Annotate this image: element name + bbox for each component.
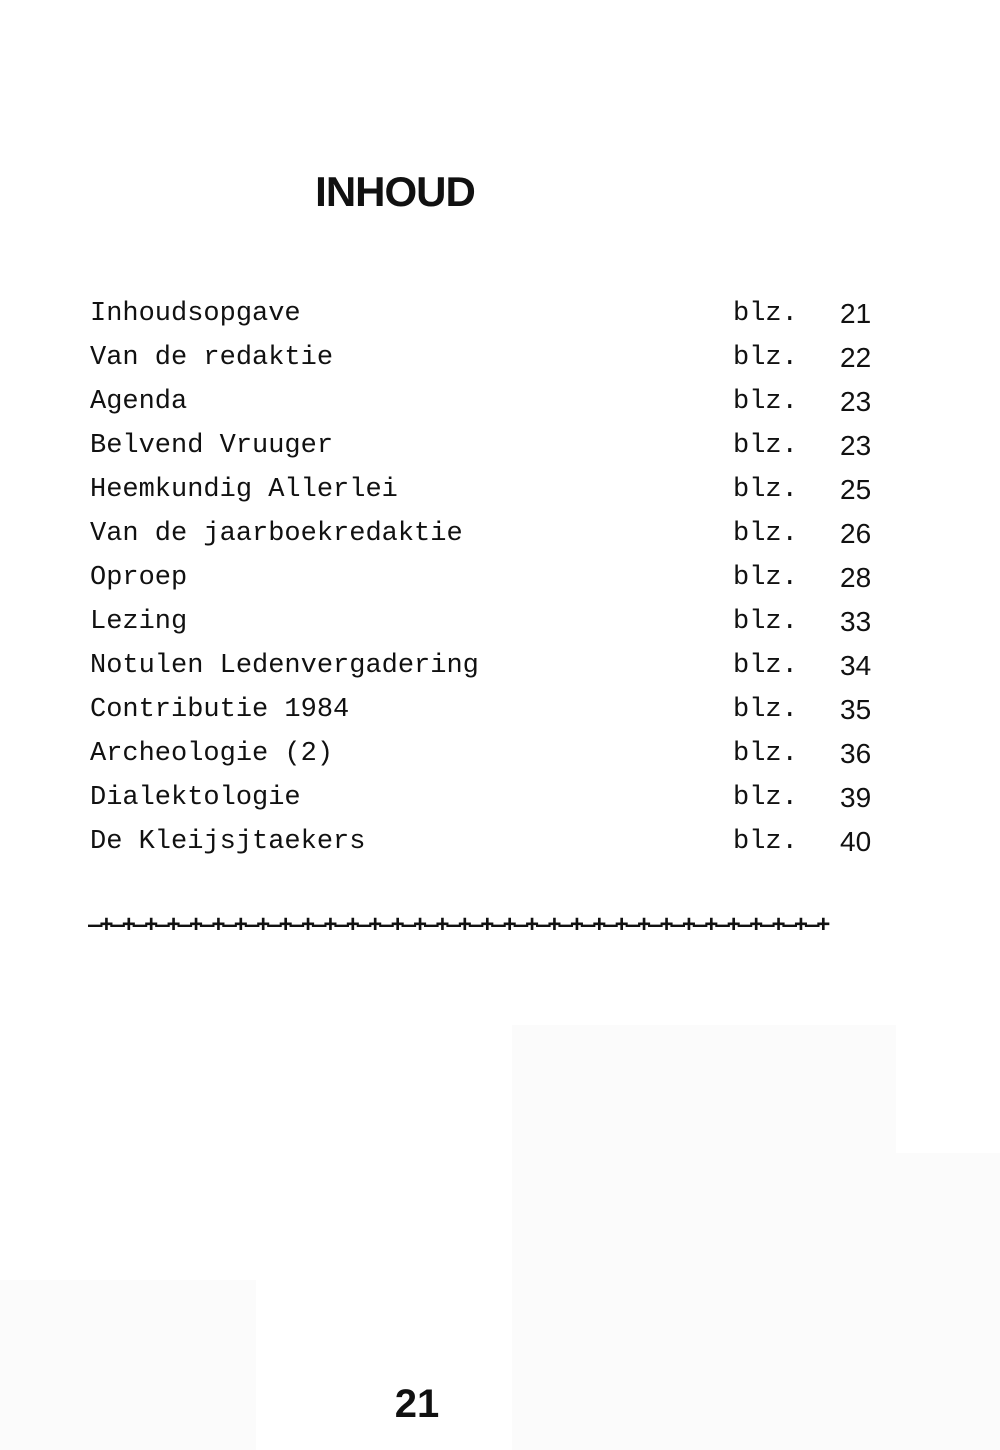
toc-entry xyxy=(90,468,890,512)
toc-entry-title: Lezing xyxy=(90,607,188,637)
toc-entry-title: De Kleijsjtaekers xyxy=(90,827,366,857)
toc-entry-blz: blz. xyxy=(733,519,798,549)
toc-entry-blz: blz. xyxy=(733,827,798,857)
toc-entry-title: Contributie 1984 xyxy=(90,695,350,725)
toc-entry-page: 34 xyxy=(840,650,872,681)
toc-entry-title: Van de redaktie xyxy=(90,343,334,373)
toc-entry-blz: blz. xyxy=(733,651,798,681)
toc-entry-page: 33 xyxy=(840,606,872,637)
toc-entry-page: 35 xyxy=(840,694,872,725)
toc-entry xyxy=(90,820,890,864)
table-of-contents xyxy=(90,292,890,864)
toc-entry-blz: blz. xyxy=(733,783,798,813)
toc-entry-title: Inhoudsopgave xyxy=(90,299,301,329)
toc-entry xyxy=(90,688,890,732)
toc-entry xyxy=(90,380,890,424)
toc-entry-blz: blz. xyxy=(733,695,798,725)
toc-entry xyxy=(90,336,890,380)
toc-entry-blz: blz. xyxy=(733,299,798,329)
toc-entry xyxy=(90,776,890,820)
toc-entry-blz: blz. xyxy=(733,387,798,417)
toc-entry-title: Heemkundig Allerlei xyxy=(90,475,398,505)
toc-entry xyxy=(90,424,890,468)
toc-entry-title: Notulen Ledenvergadering xyxy=(90,651,479,681)
toc-entry xyxy=(90,732,890,776)
toc-entry-blz: blz. xyxy=(733,431,798,461)
toc-entry-title: Van de jaarboekredaktie xyxy=(90,519,463,549)
scan-shade xyxy=(896,1153,1000,1450)
toc-entry-title: Oproep xyxy=(90,563,188,593)
page-title: INHOUD xyxy=(315,168,475,215)
toc-entry-page: 26 xyxy=(840,518,872,549)
toc-entry-blz: blz. xyxy=(733,739,798,769)
toc-entry-blz: blz. xyxy=(733,563,798,593)
toc-entry-page: 22 xyxy=(840,342,872,373)
toc-entry-blz: blz. xyxy=(733,343,798,373)
toc-entry xyxy=(90,644,890,688)
decorative-divider: —+—+—+—+—+—+—+—+—+—+—+—+—+—+—+—+—+—+—+—+—+—+—+—+—+—+—+—+—+—+—+—+—+ xyxy=(88,913,828,940)
toc-entry-page: 39 xyxy=(840,782,872,813)
toc-entry xyxy=(90,556,890,600)
toc-entry-title: Belvend Vruuger xyxy=(90,431,334,461)
toc-entry-title: Dialektologie xyxy=(90,783,301,813)
toc-entry-page: 28 xyxy=(840,562,872,593)
toc-entry-blz: blz. xyxy=(733,607,798,637)
toc-entry-page: 21 xyxy=(840,298,872,329)
toc-entry-title: Agenda xyxy=(90,387,188,417)
toc-entry xyxy=(90,292,890,336)
toc-entry-page: 25 xyxy=(840,474,872,505)
toc-entry xyxy=(90,600,890,644)
toc-entry-page: 40 xyxy=(840,826,872,857)
page-number: 21 xyxy=(394,1382,440,1426)
toc-entry-page: 36 xyxy=(840,738,872,769)
toc-entry-page: 23 xyxy=(840,386,872,417)
toc-entry-blz: blz. xyxy=(733,475,798,505)
toc-entry-title: Archeologie (2) xyxy=(90,739,334,769)
toc-entry-page: 23 xyxy=(840,430,872,461)
toc-entry xyxy=(90,512,890,556)
